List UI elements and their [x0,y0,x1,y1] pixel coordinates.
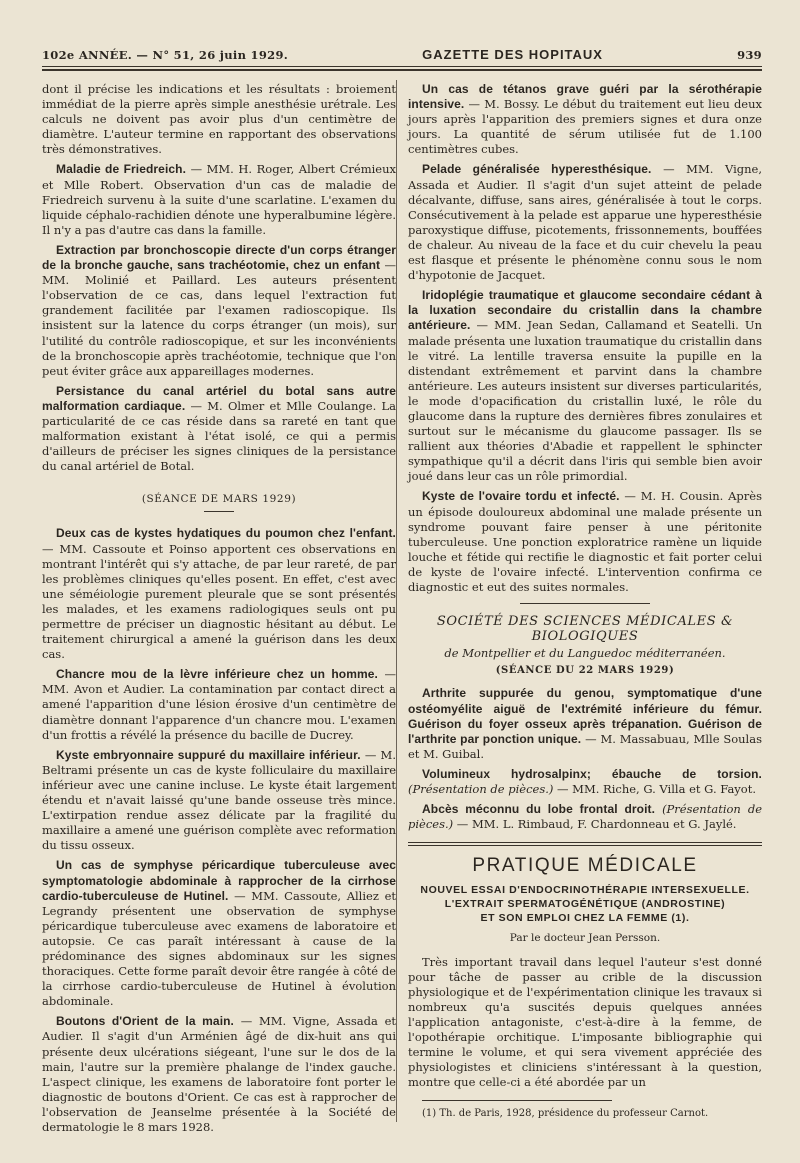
seance-heading: (SÉANCE DE MARS 1929) [141,493,297,506]
footnote-rule [422,1100,612,1101]
article-author: Par le docteur Jean Persson. [509,932,661,945]
issue-info: 102e ANNÉE. — N° 51, 26 juin 1929. [42,48,289,62]
left-column [42,82,396,1140]
right-column [408,82,762,1121]
page-header [42,42,762,62]
section-rule [408,842,762,843]
article-friedreich: Maladie de Friedreich. — MM. H. Roger, Albert Crémieux et Mlle Robert. Observation d'un cas de maladie de Friedreich survenu à la suite d'une scarlatine. L'examen du liquide céphalo-rachidien dénote une hyperalbumine légère. Il n'y a pas d'autre cas dans la famille. [42,162,396,237]
section-rule [520,603,650,604]
article-chancre-mou: Chancre mou de la lèvre inférieure chez un homme. — MM. Avon et Audier. La contamination par contact direct a amené l'apparition d'une lésion érosive d'un centimètre de diamètre donnant l'apparence d'un chancre mou. L'examen d'un frottis a révélé la présence du bacille de Ducrey. [42,667,396,742]
article-boutons-orient: Boutons d'Orient de la main. — MM. Vigne, Assada et Audier. Il s'agit d'un Arménien âgé de dix-huit ans qui présente deux ulcérations siégeant, l'une sur le dos de la main, l'autre sur la première phalange de l'index gauche. L'aspect clinique, les examens de laboratoire font porter le diagnostic de boutons d'Orient. Ce cas est à rapprocher de l'observation de Jeanselme présentée à la Société de dermatologie le 8 mars 1928. [42,1014,397,1134]
page-number: 939 [737,48,762,62]
header-rule [42,66,762,67]
column-divider [396,80,397,1122]
seance-heading: (SÉANCE DU 22 MARS 1929) [495,665,675,677]
article-kyste-ovaire: Kyste de l'ovaire tordu et infecté. — M. H. Cousin. Après un épisode douloureux abdominal une malade présente un syndrome pouvant faire penser à une péritonite tuberculeuse. Une ponction exploratrice ramène un liquide louche et fétide qui rectifie le diagnostic et fait porter celui de kyste de l'ovaire infecté. L'intervention confirma ce diagnostic et eut des suites normales. [408,489,762,594]
article-abces: Abcès méconnu du lobe frontal droit. (Présentation de pièces.) — MM. L. Rimbaud, F. Chardonneau et G. Jaylé. [408,802,762,832]
article-bronchoscopie: Extraction par bronchoscopie directe d'un corps étranger de la bronche gauche, sans trachéotomie, chez un enfant — MM. Molinié et Paillard. Les auteurs présentent l'observation de ce cas, dans lequel l'extraction fut grandement facilitée par l'examen radioscopique. Ils insistent sur la latence du corps étranger (un mois), sur l'utilité du contrôle radioscopique, et sur les inconvénients de la bronchoscopie après trachéotomie, technique que l'on peut éviter grâce aux appareillages modernes. [42,242,396,378]
article-tetanos: Un cas de tétanos grave guéri par la sérothérapie intensive. — M. Bossy. Le début du traitement eut lieu deux jours après l'apparition des premiers signes et dura onze jours. La quantité de sérum utilisée fut de 1.100 centimètres cubes. [408,82,762,157]
section-rule [204,511,234,512]
section-rule [408,845,762,846]
article-kyste-maxillaire: Kyste embryonnaire suppuré du maxillaire inférieur. — M. Beltrami présente un cas de kyste folliculaire du maxillaire inférieur avec une canine incluse. Le kyste était largement étendu et n'avait laissé qu'une bande osseuse très mince. L'extirpation rendue assez délicate par la fragilité du maxillaire a amené une guérison complète avec reformation du tissu osseux. [42,747,396,853]
society-title: SOCIÉTÉ DES SCIENCES MÉDICALES & BIOLOGIQUES [436,614,734,645]
section-title: PRATIQUE MÉDICALE [472,855,698,877]
article-body: Très important travail dans lequel l'auteur s'est donné pour tâche de passer au crible de la discussion physiologique et de l'expérimentation clinique les travaux si nombreux qu'a suscités depuis quelques années l'application antagoniste, c'est-à-dire à la femme, de l'opothérapie orchitique. L'imposante bibliographie qui termine le volume, et qui sera vivement appréciée des physiologistes et cliniciens s'intéressant à la question, montre que celle-ci a été abordée par un [408,954,762,1090]
continued-paragraph: dont il précise les indications et les résultats : broiement immédiat de la pierre après simple anesthésie urétrale. Les calculs ne doivent pas avoir plus d'un centimètre de diamètre. L'auteur termine en rapportant des observations très démonstratives. [42,82,396,157]
article-kystes-hydatiques: Deux cas de kystes hydatiques du poumon chez l'enfant. — MM. Cassoute et Poinso apportent ces observations en montrant l'intérêt qui s'y attache, de par leur rareté, de par les problèmes cliniques qu'elles posent. En effet, c'est avec une séméiologie purement pleurale que se sont présentés les malades, et les examens radiologiques seuls ont pu permettre de préciser un diagnostic hésitant au début. Le traitement chirurgical a amené la guérison dans les deux cas. [42,526,397,662]
article-iridoplegie: Iridoplégie traumatique et glaucome secondaire cédant à la luxation secondaire du cristallin dans la chambre antérieure. — MM. Jean Sedan, Callamand et Seatelli. Un malade présenta une luxation traumatique du cristallin dans le vitré. La lentille traversa ensuite la pupille en la distendant extrêmement et parvint dans la chambre antérieure. Les auteurs insistent sur diverses particularités, le mode d'opacification du cristallin luxé, le rôle du glaucome dans la rupture des dernières fibres zonulaires et surtout sur le mécanisme du glaucome passager. Ils se rallient aux théories d'Abadie et rappellent le sphincter sympathique qu'il a décrit dans l'iris qui semble bien avoir joué dans leur cas un rôle primordial. [408,288,762,484]
footnote: (1) Th. de Paris, 1928, présidence du professeur Carnot. [422,1108,709,1120]
article-canal-arteriel: Persistance du canal artériel du botal sans autre malformation cardiaque. — M. Olmer et Mlle Coulange. La particularité de ce cas réside dans sa rareté en tant que malformation existant à l'état isolé, ce qui a permis d'ailleurs de préciser les signes cliniques de la persistance du canal artériel de Botal. [42,383,397,474]
article-pelade: Pelade généralisée hyperesthésique. — MM. Vigne, Assada et Audier. Il s'agit d'un sujet atteint de pelade décalvante, diffuse, sans aires, généralisée à tout le corps. Consécutivement à la pelade est apparue une hyperesthésie paroxystique diffuse, picotements, frissonnements, bouffées de chaleur. Au niveau de la face et du cuir chevelu la peau est flasque et présente le phénomène connu sous le nom d'hypotonie de Jacquet. [408,162,762,283]
journal-title: GAZETTE DES HOPITAUX [422,47,603,62]
header-rule-thick [42,69,762,71]
article-heading: NOUVEL ESSAI D'ENDOCRINOTHÉRAPIE INTERSEXUELLE. L'EXTRAIT SPERMATOGÉNÉTIQUE (ANDROSTINE) ET SON EMPLOI CHEZ LA FEMME (1). [420,884,750,925]
article-arthrite: Arthrite suppurée du genou, symptomatique d'une ostéomyélite aiguë de l'extrémité inférieure du fémur. Guérison du foyer osseux après trépanation. Guérison de l'arthrite par ponction unique. — M. Massabuau, Mlle Soulas et M. Guibal. [408,686,762,761]
article-symphyse: Un cas de symphyse péricardique tuberculeuse avec symptomatologie abdominale à rapprocher de la cirrhose cardio-tuberculeuse de Hutinel. — MM. Cassoute, Alliez et Legrandy présentent une observation de symphyse péricardique tuberculeuse avec examens de laboratoire et autopsie. Ce cas paraît intéressant à cause de la prédominance des signes abdominaux sur les signes thoraciques. Cette forme paraît devoir être rangée à côté de la cirrhose cardio-tuberculeuse de Hutinel à évolution abdominale. [42,858,396,1009]
society-subtitle: de Montpellier et du Languedoc méditerranéen. [444,646,726,661]
article-hydrosalpinx: Volumineux hydrosalpinx; ébauche de torsion. (Présentation de pièces.) — MM. Riche, G. Villa et G. Fayot. [408,766,762,797]
